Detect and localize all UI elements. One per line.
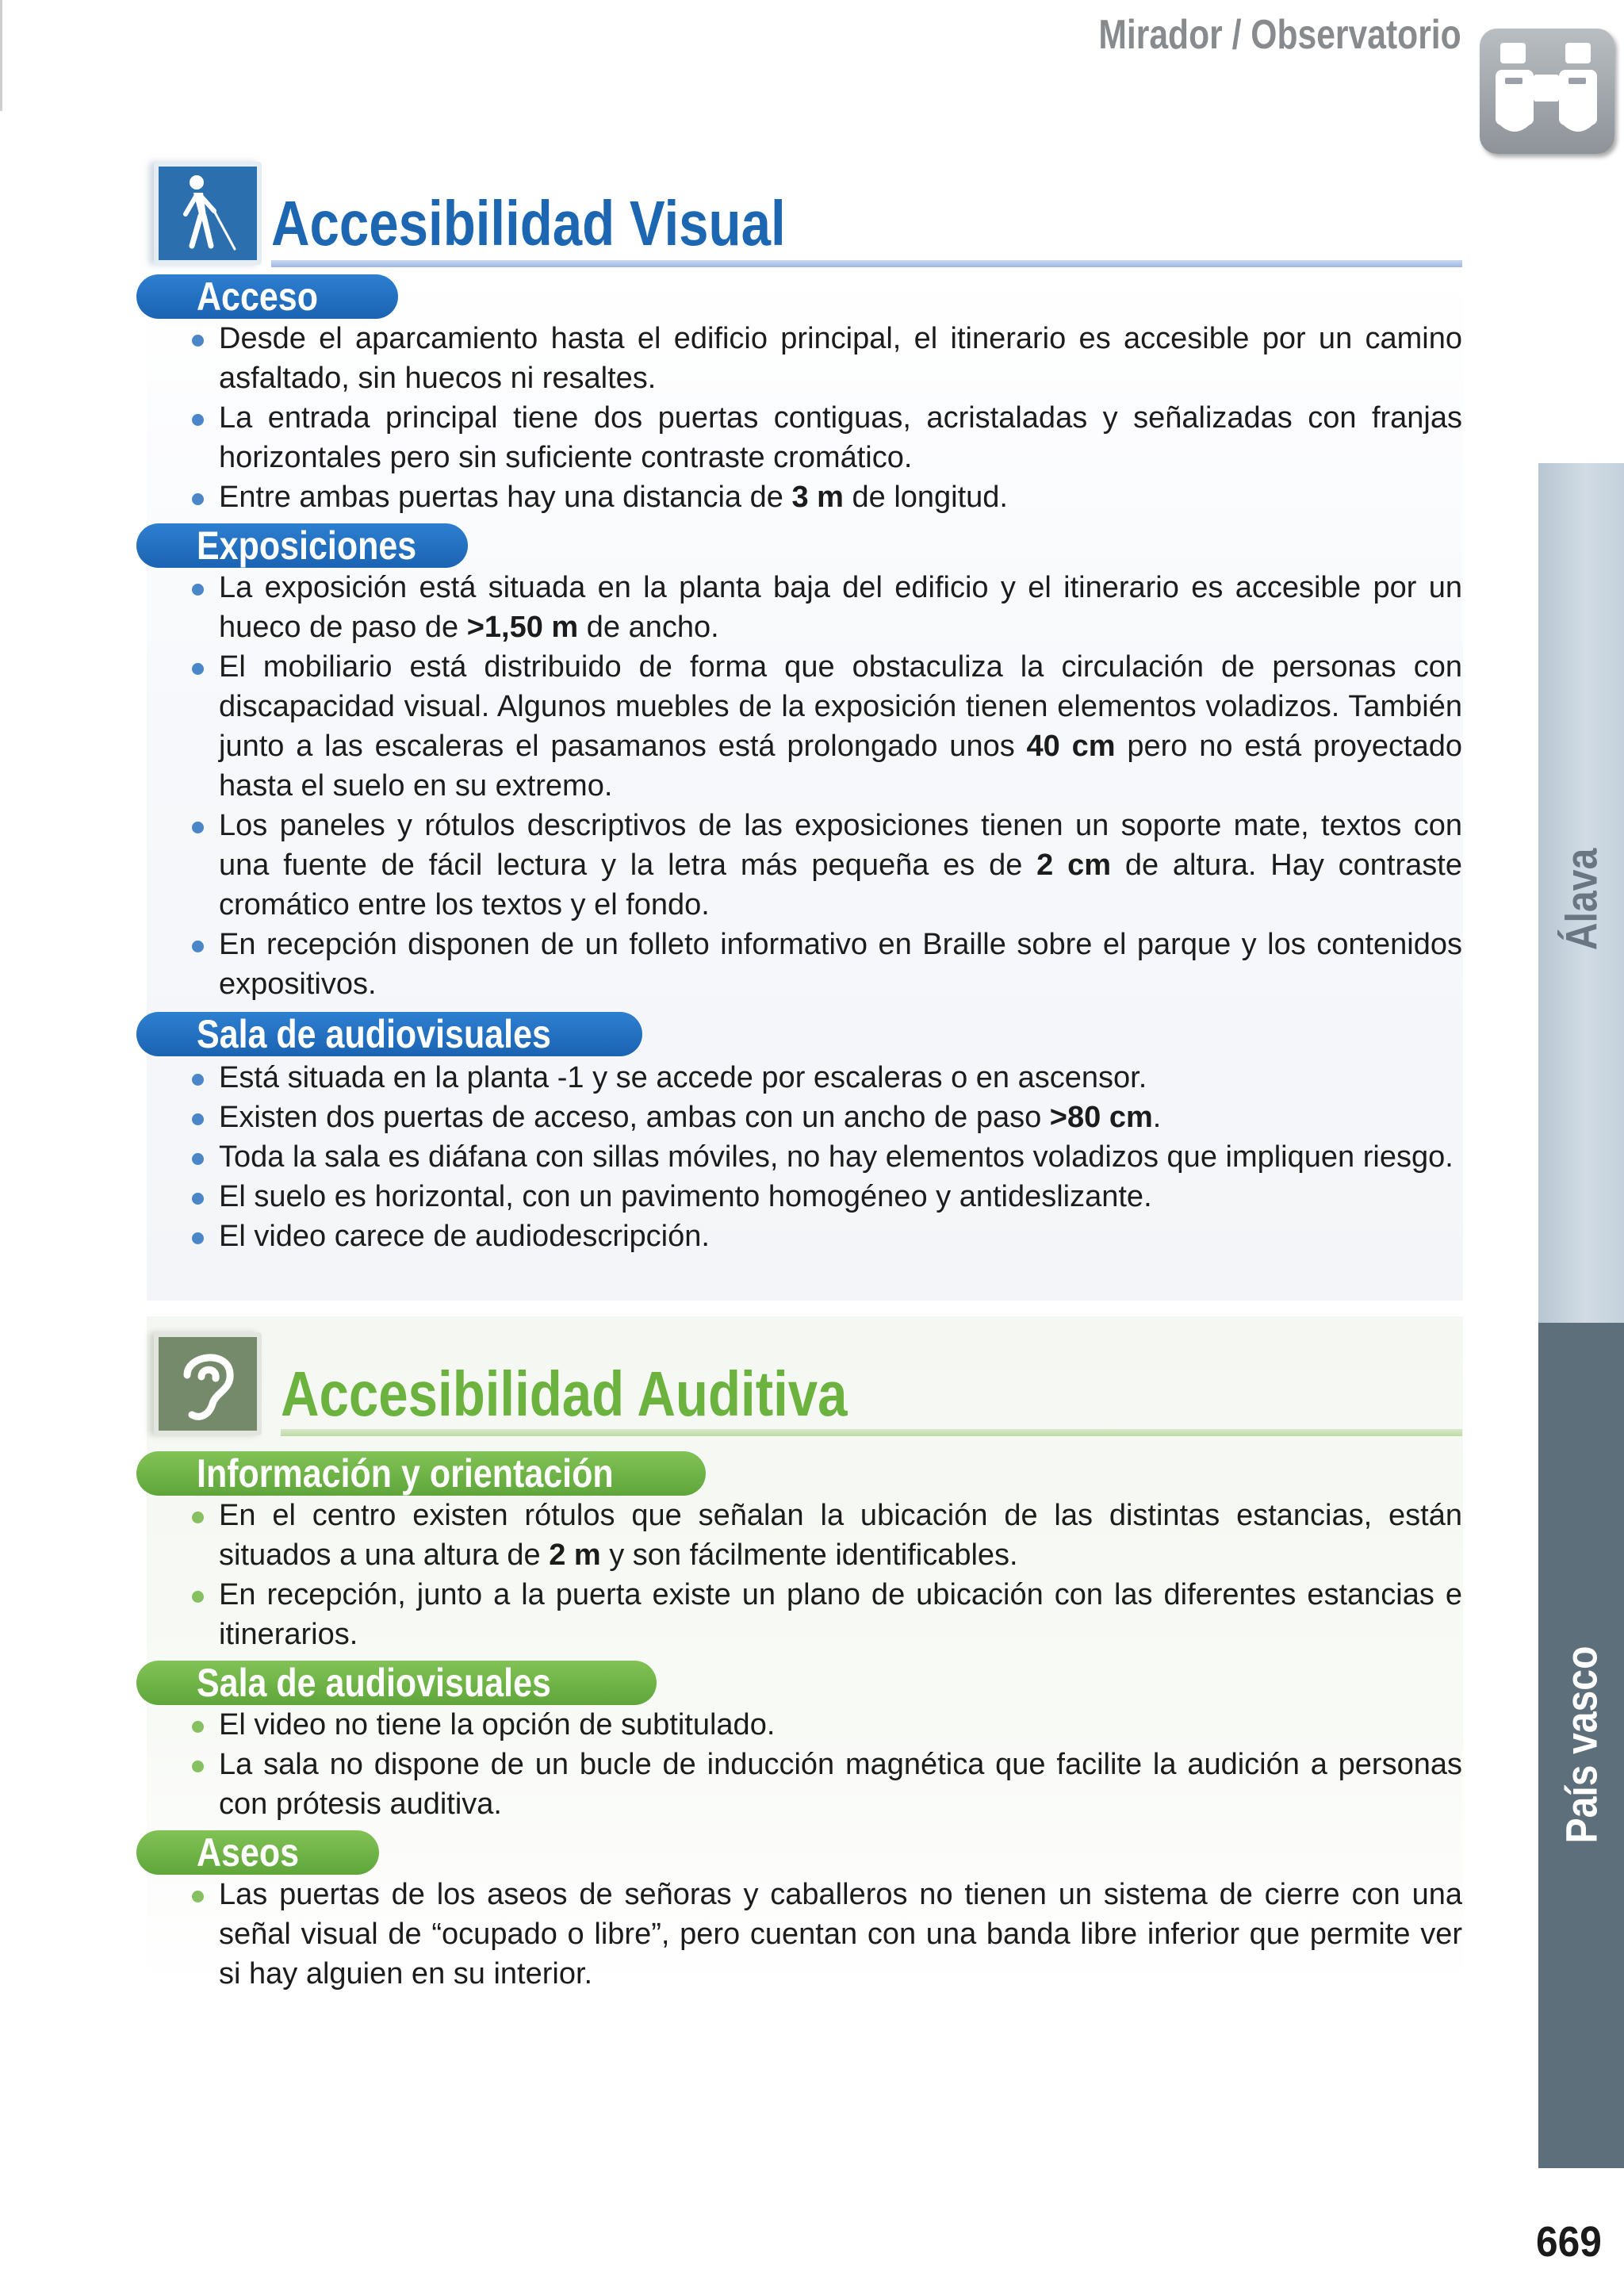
list-item: En recepción, junto a la puerta existe un plano de ubicación con las diferentes estancias e itinerarios. — [189, 1575, 1462, 1654]
list-item: En recepción disponen de un folleto informativo en Braille sobre el parque y los contenidos expositivos. — [189, 925, 1462, 1004]
aseos-list — [189, 1875, 1462, 1994]
ear-icon — [154, 1332, 262, 1435]
list-item: Los paneles y rótulos descriptivos de las exposiciones tienen un soporte mate, textos con una fuente de fácil lectura y la letra más pequeña es de 2 cm de altura. Hay contraste cromático entre los textos y el fondo. — [189, 806, 1462, 925]
list-item: Toda la sala es diáfana con sillas móviles, no hay elementos voladizos que impliquen riesgo. — [189, 1137, 1462, 1177]
list-item: Entre ambas puertas hay una distancia de 3 m de longitud. — [189, 477, 1462, 517]
list-item: La entrada principal tiene dos puertas contiguas, acristaladas y señalizadas con franjas horizontales pero sin suficiente contraste cromático. — [189, 398, 1462, 477]
exposiciones-heading: Exposiciones — [136, 523, 468, 568]
visual-title-rule — [271, 260, 1462, 267]
page-number: 669 — [1536, 2218, 1602, 2266]
auditiva-section-title: Accesibilidad Auditiva — [281, 1358, 848, 1429]
auditiva-sala-heading: Sala de audiovisuales — [136, 1661, 657, 1705]
auditiva-sala-list — [189, 1705, 1462, 1824]
community-tab-label: País vasco — [1556, 1646, 1607, 1844]
list-item: El suelo es horizontal, con un pavimento homogéneo y antideslizante. — [189, 1177, 1462, 1217]
auditiva-title-rule — [281, 1429, 1462, 1436]
corner-rule — [0, 0, 2, 111]
blind-person-cane-icon — [154, 162, 262, 265]
list-item: En el centro existen rótulos que señalan la ubicación de las distintas estancias, están situados a una altura de 2 m y son fácilmente identificables. — [189, 1496, 1462, 1575]
list-item: La sala no dispone de un bucle de inducción magnética que facilite la audición a personas con prótesis auditiva. — [189, 1745, 1462, 1824]
list-item: El mobiliario está distribuido de forma que obstaculiza la circulación de personas con discapacidad visual. Algunos muebles de la exposición tienen elementos voladizos. También junto a las escaleras el pasamanos está prolongado unos 40 cm pero no está proyectado hasta el suelo en su extremo. — [189, 647, 1462, 806]
aseos-heading: Aseos — [136, 1830, 379, 1875]
informacion-heading: Información y orientación — [136, 1451, 706, 1496]
visual-section-title: Accesibilidad Visual — [271, 188, 786, 259]
list-item: Desde el aparcamiento hasta el edificio principal, el itinerario es accesible por un camino asfaltado, sin huecos ni resaltes. — [189, 319, 1462, 398]
visual-sala-list — [189, 1058, 1462, 1256]
acceso-heading: Acceso — [136, 274, 398, 319]
visual-sala-heading: Sala de audiovisuales — [136, 1012, 642, 1056]
exposiciones-list — [189, 568, 1462, 1004]
list-item: Existen dos puertas de acceso, ambas con un ancho de paso >80 cm. — [189, 1098, 1462, 1137]
binoculars-icon — [1480, 29, 1614, 154]
list-item: Las puertas de los aseos de señoras y caballeros no tienen un sistema de cierre con una señal visual de “ocupado o libre”, pero cuentan con una banda libre inferior que permite ver si hay alguien en su interior. — [189, 1875, 1462, 1994]
acceso-list — [189, 319, 1462, 517]
list-item: La exposición está situada en la planta baja del edificio y el itinerario es accesible por un hueco de paso de >1,50 m de ancho. — [189, 568, 1462, 647]
list-item: El video no tiene la opción de subtitulado. — [189, 1705, 1462, 1745]
page-header-title: Mirador / Observatorio — [1098, 12, 1461, 58]
informacion-list — [189, 1496, 1462, 1654]
region-tab-label: Álava — [1556, 848, 1607, 951]
list-item: Está situada en la planta -1 y se accede por escaleras o en ascensor. — [189, 1058, 1462, 1098]
list-item: El video carece de audiodescripción. — [189, 1217, 1462, 1256]
